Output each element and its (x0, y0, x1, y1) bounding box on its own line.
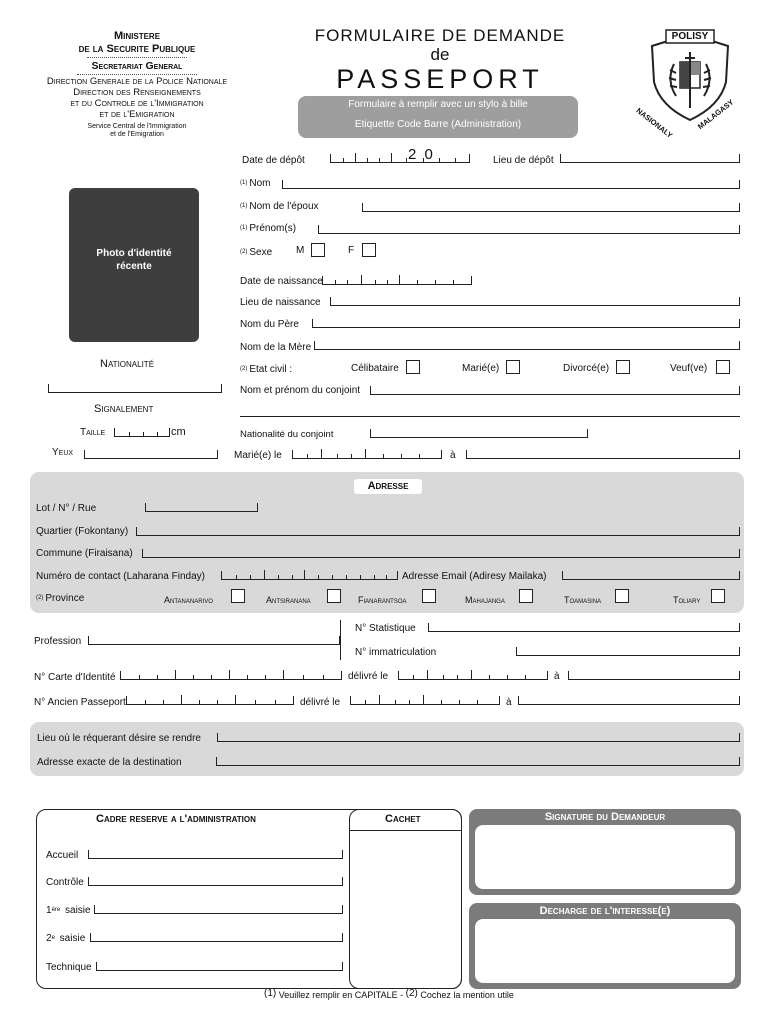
signature-panel (469, 809, 741, 895)
lot-field[interactable] (145, 503, 258, 512)
decharge-area[interactable] (475, 919, 735, 983)
footer-note (0, 990, 768, 1001)
taille-field[interactable] (114, 428, 170, 437)
footer-text-1: Veuillez remplir en CAPITALE - (276, 990, 406, 1000)
decharge-title: Decharge de l'interesse(e) (539, 905, 671, 917)
province-fianarantsoa: Fianarantsoa (358, 595, 407, 605)
province-mahajanga-checkbox[interactable] (519, 589, 533, 603)
cin-delivre-field[interactable] (398, 671, 548, 680)
cin-label: N° Carte d'Identité (34, 672, 116, 683)
marie-checkbox[interactable] (506, 360, 520, 374)
prenoms-label (240, 223, 296, 235)
nom-field[interactable] (282, 180, 740, 189)
marie-lieu-field[interactable] (466, 450, 740, 459)
nom-pere-label: Nom du Père (240, 319, 299, 330)
profession-bracket (340, 620, 341, 660)
marie-le-label: Marié(e) le (234, 450, 282, 461)
prenoms-text: Prénom(s) (249, 223, 297, 234)
date-naissance-field[interactable] (322, 276, 472, 285)
lieu-depot-label: Lieu de dépôt (493, 155, 554, 166)
ministry-line: Secretariat General (91, 60, 183, 73)
divider (87, 57, 187, 58)
ancien-delivre-field[interactable] (350, 696, 500, 705)
accueil-field[interactable] (88, 850, 343, 859)
saisie1-field[interactable] (94, 905, 343, 914)
divorce-label: Divorcé(e) (563, 363, 610, 374)
decharge-panel (469, 903, 741, 989)
ministry-line: Direction des Renseignements (73, 87, 201, 99)
nom-conjoint-label: Nom et prénom du conjoint (240, 385, 361, 396)
marie-le-field[interactable] (292, 450, 442, 459)
saisie1-label (46, 905, 91, 917)
cin-delivre-label: délivré le (348, 671, 389, 682)
signature-title: Signature du Demandeur (544, 811, 666, 823)
date-depot-year: 2 0 (408, 146, 435, 163)
nat-conjoint-field[interactable] (370, 429, 588, 438)
nationalite-label: Nationalité (100, 358, 155, 370)
province-mahajanga: Mahajanga (465, 595, 505, 605)
ministry-header (28, 30, 246, 139)
saisie1-text: saisie (62, 905, 91, 916)
nom-epoux-label (240, 201, 319, 213)
province-label (36, 593, 84, 605)
province-toamasina-checkbox[interactable] (615, 589, 629, 603)
footer-ref-2: (2) (405, 988, 418, 999)
celibataire-checkbox[interactable] (406, 360, 420, 374)
email-label: Adresse Email (Adiresy Mailaka) (402, 571, 547, 582)
marie-label: Marié(e) (462, 363, 500, 374)
ancien-passeport-field[interactable] (126, 696, 294, 705)
ancien-delivre-label: délivré le (300, 697, 341, 708)
signalement-label: Signalement (94, 403, 154, 415)
profession-field[interactable] (88, 636, 340, 645)
technique-label: Technique (46, 962, 92, 973)
saisie2-text: saisie (56, 933, 86, 944)
celibataire-label: Célibataire (351, 363, 399, 374)
divorce-checkbox[interactable] (616, 360, 630, 374)
saisie1-sup: ère (51, 907, 61, 913)
immatriculation-label: N° immatriculation (355, 647, 437, 658)
sexe-label (240, 247, 272, 259)
note-ref-1: (1) (240, 225, 248, 231)
marie-a-label: à (450, 450, 456, 461)
ministry-line: Direction Generale de la Police Nationale (46, 76, 228, 88)
nom-mere-field[interactable] (314, 341, 740, 350)
footer-text-2: Cochez la mention utile (417, 990, 514, 1000)
veuf-checkbox[interactable] (716, 360, 730, 374)
cachet-divider (350, 830, 461, 831)
nom-label (240, 178, 270, 190)
destination-lieu-label: Lieu où le réquerant désire se rendre (37, 733, 201, 744)
admin-title: Cadre reserve a l'administration (96, 813, 256, 825)
profession-label: Profession (34, 636, 82, 647)
ancien-lieu-field[interactable] (518, 696, 740, 705)
taille-label: Taille (80, 427, 106, 438)
ministry-line: de la Securite Publique (78, 42, 196, 55)
cin-a-label: à (554, 671, 560, 682)
nom-conjoint-field[interactable] (370, 386, 740, 395)
adresse-title: Adresse (354, 479, 422, 494)
contact-label: Numéro de contact (Laharana Finday) (36, 571, 205, 582)
nom-epoux-field[interactable] (362, 203, 740, 212)
photo-label-2: récente (116, 261, 152, 272)
ministry-line: et du Controle de l'Immigration (70, 98, 204, 110)
sexe-m-label: M (296, 245, 305, 256)
note-ref-2: (2) (240, 366, 248, 372)
saisie2-field[interactable] (90, 933, 343, 942)
quartier-label: Quartier (Fokontany) (36, 526, 129, 537)
note-ref-1: (1) (240, 180, 248, 186)
nom-text: Nom (249, 178, 271, 189)
date-depot-field[interactable] (330, 154, 470, 163)
ministry-line: et de l'Emigration (99, 109, 175, 121)
notice-line-1: Formulaire à remplir avec un stylo à bille (348, 99, 528, 110)
province-toliary: Toliary (673, 595, 701, 605)
nom-epoux-text: Nom de l'époux (249, 201, 319, 212)
nat-conjoint-label: Nationalité du conjoint (240, 429, 334, 440)
veuf-label: Veuf(ve) (670, 363, 708, 374)
lot-label: Lot / N° / Rue (36, 503, 97, 514)
signature-area[interactable] (475, 825, 735, 889)
saisie2-sup: e (51, 935, 55, 941)
ministry-line: et de l'Emigration (110, 131, 164, 139)
province-text: Province (45, 593, 85, 604)
quartier-field[interactable] (136, 527, 740, 536)
statistique-label: N° Statistique (355, 623, 416, 634)
province-antsiranana-checkbox[interactable] (327, 589, 341, 603)
yeux-label: Yeux (52, 447, 74, 458)
cin-lieu-field[interactable] (568, 671, 740, 680)
note-ref-2: (2) (36, 595, 44, 601)
saisie2-label (46, 933, 85, 945)
controle-field[interactable] (88, 877, 343, 886)
destination-adresse-field[interactable] (216, 757, 740, 766)
note-ref-2: (2) (240, 249, 248, 255)
destination-lieu-field[interactable] (217, 733, 740, 742)
nationalite-field[interactable] (48, 384, 222, 393)
sexe-text: Sexe (249, 247, 273, 258)
email-field[interactable] (562, 571, 740, 580)
date-depot-label: Date de dépôt (242, 155, 305, 166)
ancien-passeport-label: N° Ancien Passeport (34, 697, 126, 708)
province-antsiranana: Antsiranana (266, 595, 311, 605)
cachet-title: Cachet (385, 813, 421, 825)
province-fianarantsoa-checkbox[interactable] (422, 589, 436, 603)
saisie1-num: 1 (46, 905, 52, 916)
logo-top-text: POLISY (671, 31, 709, 42)
date-naissance-label: Date de naissance (240, 276, 323, 287)
cin-field[interactable] (120, 671, 342, 680)
logo-right-text: MALAGASY (696, 97, 736, 132)
prenoms-field[interactable] (318, 225, 740, 234)
lieu-naissance-label: Lieu de naissance (240, 297, 321, 308)
photo-label-1: Photo d'identité (96, 248, 172, 259)
title-line-1: FORMULAIRE DE DEMANDE (314, 26, 566, 45)
province-toamasina: Toamasina (564, 595, 602, 605)
police-logo (634, 24, 740, 140)
divider (77, 74, 197, 75)
province-antananarivo-checkbox[interactable] (231, 589, 245, 603)
logo-left-text: NASIONALY (634, 106, 675, 140)
controle-label: Contrôle (46, 877, 84, 888)
saisie2-num: 2 (46, 933, 52, 944)
footer-ref-1: (1) (264, 988, 277, 999)
title-line-2: de (430, 45, 450, 64)
etat-civil-text: Etat civil : (249, 364, 293, 375)
taille-unit: cm (171, 426, 186, 438)
province-antananarivo: Antananarivo (164, 595, 213, 605)
yeux-field[interactable] (84, 450, 218, 459)
ministry-line: Service Central de l'Immigration (87, 123, 187, 131)
immatriculation-field[interactable] (516, 647, 740, 656)
lieu-naissance-field[interactable] (330, 297, 740, 306)
nom-pere-field[interactable] (312, 319, 740, 328)
cachet-box[interactable] (349, 809, 462, 989)
notice-banner (298, 96, 578, 138)
nom-conjoint-field-2[interactable] (240, 416, 740, 417)
ancien-a-label: à (506, 697, 512, 708)
ministry-line: Ministere (113, 30, 161, 42)
sexe-f-checkbox[interactable] (362, 243, 376, 257)
commune-field[interactable] (142, 549, 740, 558)
lieu-depot-field[interactable] (560, 154, 740, 163)
technique-field[interactable] (96, 962, 343, 971)
accueil-label: Accueil (46, 850, 79, 861)
photo-placeholder[interactable] (69, 188, 199, 342)
etat-civil-label (240, 364, 292, 376)
notice-line-2: Etiquette Code Barre (Administration) (354, 119, 522, 130)
sexe-m-checkbox[interactable] (311, 243, 325, 257)
nom-mere-label: Nom de la Mère (240, 342, 312, 353)
title-line-3: PASSEPORT (336, 64, 544, 94)
contact-field[interactable] (221, 571, 398, 580)
commune-label: Commune (Firaisana) (36, 548, 133, 559)
destination-adresse-label: Adresse exacte de la destination (37, 757, 182, 768)
sexe-f-label: F (348, 245, 355, 256)
statistique-field[interactable] (428, 623, 740, 632)
note-ref-1: (1) (240, 203, 248, 209)
province-toliary-checkbox[interactable] (711, 589, 725, 603)
